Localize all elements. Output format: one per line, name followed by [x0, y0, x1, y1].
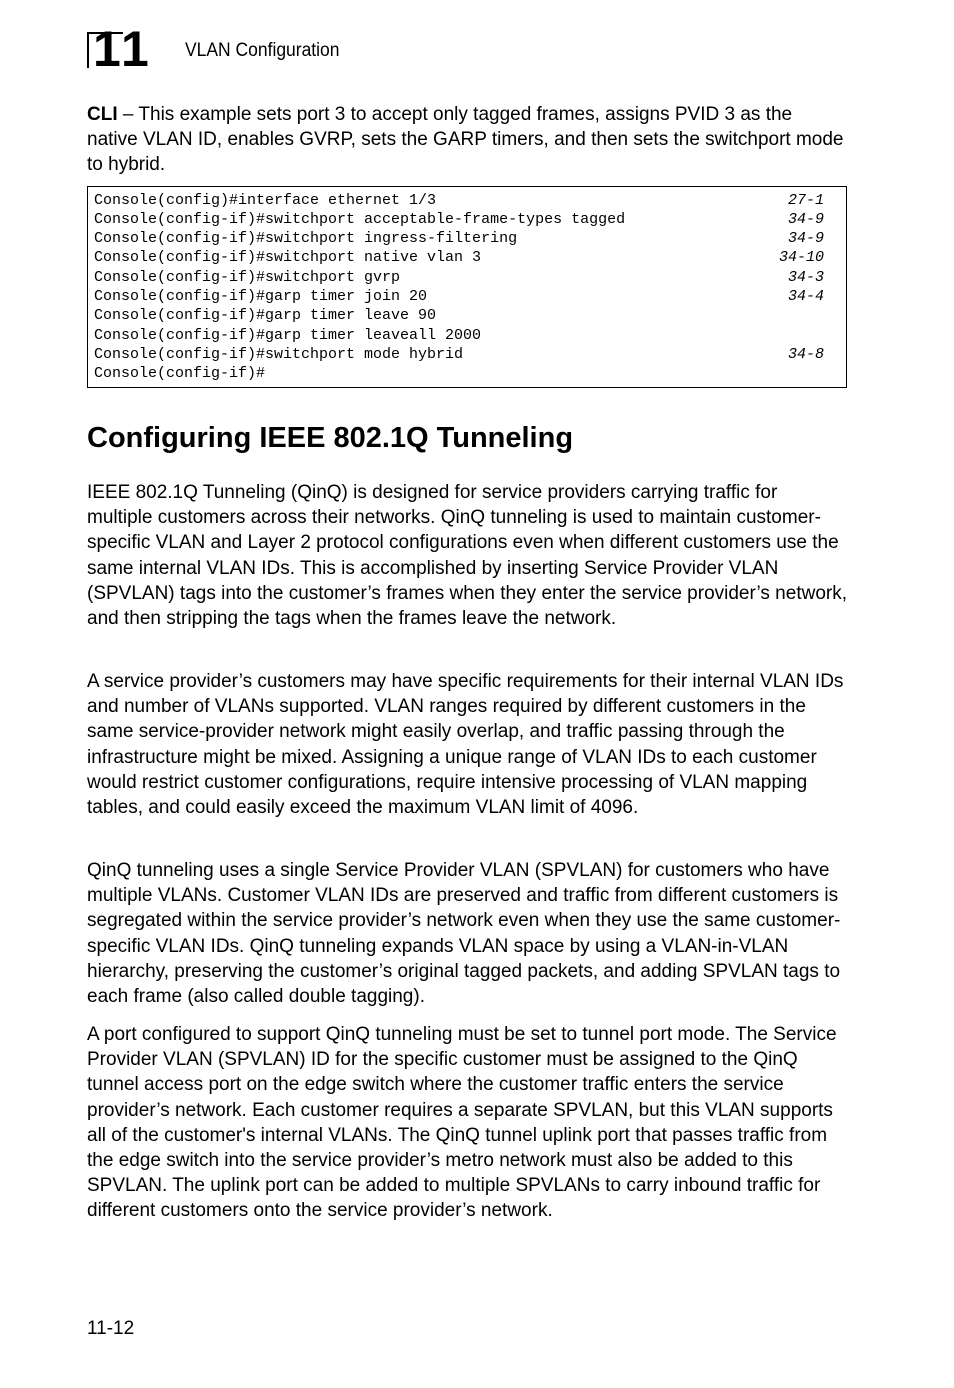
code-command: Console(config-if)#garp timer leave 90	[94, 307, 437, 324]
chapter-header	[87, 21, 487, 77]
cli-label: CLI	[87, 104, 118, 125]
body-paragraph: IEEE 802.1Q Tunneling (QinQ) is designed for service providers carrying traffic for multiple customers across their networks. QinQ tunneling is used to maintain customer-specific VLAN and Layer 2 protocol configurations even when different customers use the same internal VLAN IDs. This is accomplished by inserting Service Provider VLAN (SPVLAN) tags into the customer’s frames when they enter the service provider’s network, and then stripping the tags when the frames leave the network.	[87, 482, 847, 630]
code-command: Console(config-if)#switchport gvrp	[94, 269, 401, 286]
code-command: Console(config-if)#switchport native vlan 3	[94, 249, 482, 266]
body-paragraph: A port configured to support QinQ tunneling must be set to tunnel port mode. The Service Provider VLAN (SPVLAN) ID for the specific customer must be assigned to the QinQ tunnel access port on the edge switch where the customer traffic enters the service provider’s network. Each customer requires a separate SPVLAN, but this VLAN supports all of the customer's internal VLANs. The QinQ tunnel uplink port that passes traffic from the edge switch into the service provider’s metro network must also be added to this SPVLAN. The uplink port can be added to multiple SPVLANs to carry inbound traffic for different customers onto the service provider’s network.	[87, 1024, 837, 1222]
code-command: Console(config-if)#garp timer leaveall 2000	[94, 327, 482, 344]
code-reference: 34-8	[787, 346, 824, 363]
code-command: Console(config)#interface ethernet 1/3	[94, 192, 437, 209]
code-reference: 34-10	[778, 249, 824, 266]
code-block	[87, 186, 847, 388]
code-command: Console(config-if)#garp timer join 20	[94, 288, 428, 305]
code-line	[94, 364, 834, 383]
code-line	[94, 326, 834, 345]
code-line	[94, 345, 834, 364]
code-command: Console(config-if)#switchport mode hybrid	[94, 346, 464, 363]
code-reference: 34-4	[787, 288, 824, 305]
code-line	[94, 229, 834, 248]
code-reference: 27-1	[787, 192, 824, 209]
body-paragraph: QinQ tunneling uses a single Service Provider VLAN (SPVLAN) for customers who have multiple VLANs. Customer VLAN IDs are preserved and traffic from different customers is segregated within the service provider’s network even when they use the same customer-specific VLAN IDs. QinQ tunneling expands VLAN space by using a VLAN-in-VLAN hierarchy, preserving the customer’s original tagged packets, and adding SPVLAN tags to each frame (also called double tagging).	[87, 860, 841, 1008]
code-reference: 34-3	[787, 269, 824, 286]
code-reference: 34-9	[787, 211, 824, 228]
page-number: 11-12	[87, 1318, 135, 1339]
code-line	[94, 268, 834, 287]
body-paragraph: A service provider’s customers may have specific requirements for their internal VLAN IDs and number of VLANs supported. VLAN ranges required by different customers in the same service-provider network might easily overlap, and traffic passing through the infrastructure might be mixed. Assigning a unique range of VLAN IDs to each customer would restrict customer configurations, require intensive processing of VLAN mapping tables, and could easily exceed the maximum VLAN limit of 4096.	[87, 671, 844, 819]
code-line	[94, 287, 834, 306]
chapter-number	[87, 21, 159, 77]
cli-intro	[87, 102, 847, 177]
section-heading: Configuring IEEE 802.1Q Tunneling	[87, 422, 574, 454]
code-command: Console(config-if)#switchport ingress-filtering	[94, 230, 518, 247]
code-command: Console(config-if)#	[94, 365, 266, 382]
chapter-title: VLAN Configuration	[185, 40, 340, 61]
code-line	[94, 191, 834, 210]
code-line	[94, 248, 834, 267]
code-line	[94, 210, 834, 229]
code-command: Console(config-if)#switchport acceptable-frame-types tagged	[94, 211, 626, 228]
cli-intro-text: – This example sets port 3 to accept only tagged frames, assigns PVID 3 as the native VLAN ID, enables GVRP, sets the GARP timers, and then sets the switchport mode to hybrid.	[87, 104, 844, 175]
chapter-number-text: 11	[93, 21, 152, 77]
code-line	[94, 306, 834, 325]
code-reference: 34-9	[787, 230, 824, 247]
